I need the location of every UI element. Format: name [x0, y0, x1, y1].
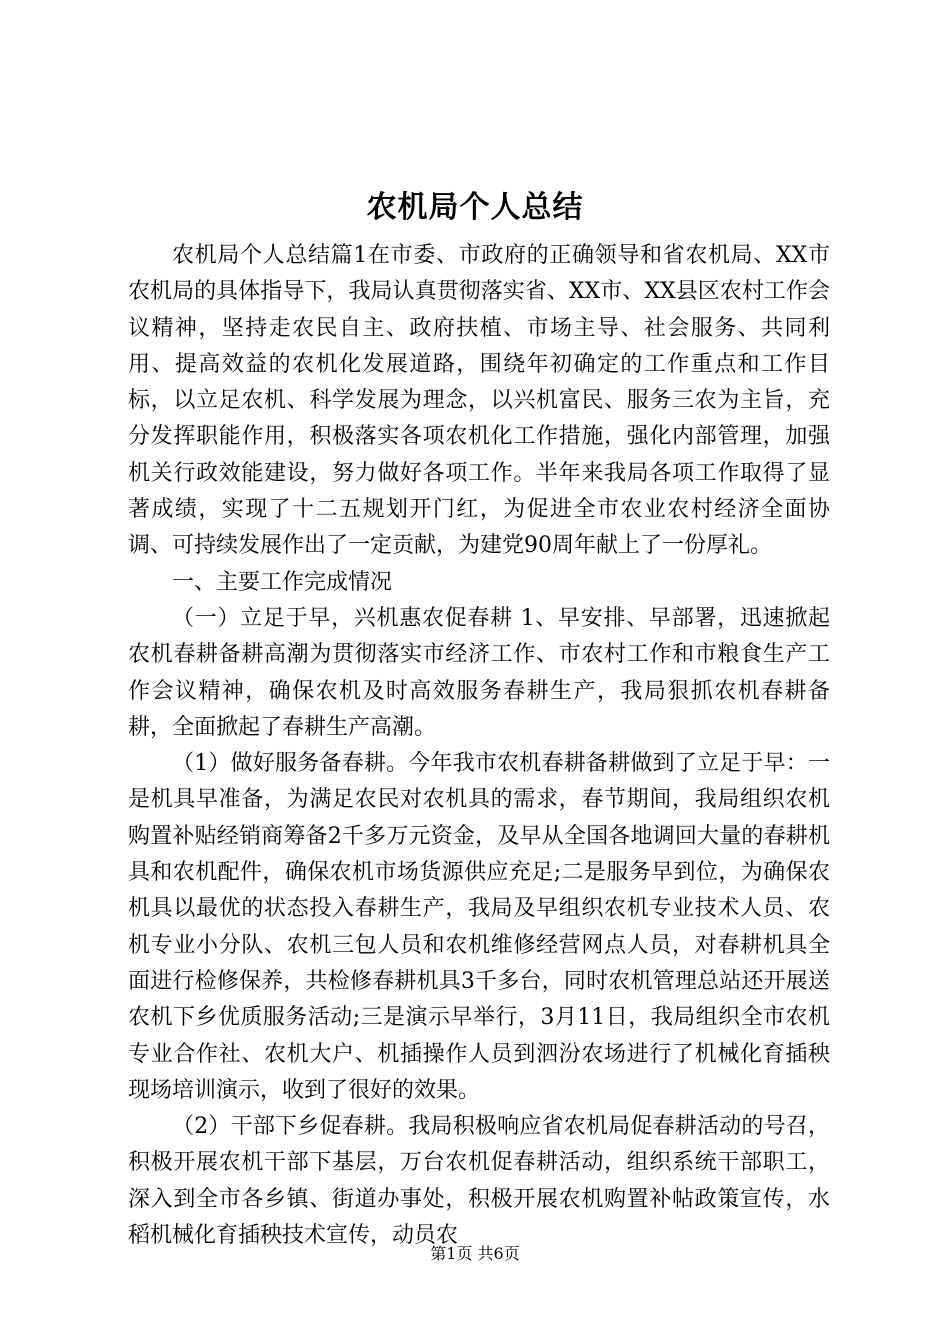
- paragraph-item-1: （1）做好服务备春耕。今年我市农机春耕备耕做到了立足于早：一是机具早准备，为满足农民对农机具的需求，春节期间，我局组织农机购置补贴经销商筹备2千多万元资金，及早从全国各地调回大量的春耕机具和农机配件，确保农机市场货源供应充足;二是服务早到位，为确保农机具以最优的状态投入春耕生产，我局及早组织农机专业技术人员、农机专业小分队、农机三包人员和农机维修经营网点人员，对春耕机具全面进行检修保养，共检修春耕机具3千多台，同时农机管理总站还开展送农机下乡优质服务活动;三是演示早举行，3月11日，我局组织全市农机专业合作社、农机大户、机插操作人员到泗汾农场进行了机械化育插秧现场培训演示，收到了很好的效果。: [128, 751, 830, 1103]
- section-heading-main-work: 一、主要工作完成情况: [172, 569, 393, 595]
- document-body: [128, 238, 830, 1254]
- paragraph-item-2: （2）干部下乡促春耕。我局积极响应省农机局促春耕活动的号召，积极开展农机干部下基层，万台农机促春耕活动，组织系统干部职工，深入到全市各乡镇、街道办事处，积极开展农机购置补帖政策宣传，水稻机械化育插秧技术宣传，动员农: [128, 1114, 830, 1249]
- paragraph-subsection-1: （一）立足于早，兴机惠农促春耕 1、早安排、早部署，迅速掀起农机春耕备耕高潮为贯彻落实市经济工作、市农村工作和市粮食生产工作会议精神，确保农机及时高效服务春耕生产，我局狠抓农机春耕备耕，全面掀起了春耕生产高潮。: [128, 605, 830, 740]
- document-title: 农机局个人总结: [366, 190, 584, 225]
- page-footer-indicator: 第1页 共6页: [430, 1244, 520, 1263]
- paragraph-intro: 农机局个人总结篇1在市委、市政府的正确领导和省农机局、XX市农机局的具体指导下，我局认真贯彻落实省、XX市、XX县区农村工作会议精神，坚持走农民自主、政府扶植、市场主导、社会服务、共同利用、提高效益的农机化发展道路，围绕年初确定的工作重点和工作目标，以立足农机、科学发展为理念，以兴机富民、服务三农为主旨，充分发挥职能作用，积极落实各项农机化工作措施，强化内部管理，加强机关行政效能建设，努力做好各项工作。半年来我局各项工作取得了显著成绩，实现了十二五规划开门红，为促进全市农业农村经济全面协调、可持续发展作出了一定贡献，为建党90周年献上了一份厚礼。: [128, 243, 830, 559]
